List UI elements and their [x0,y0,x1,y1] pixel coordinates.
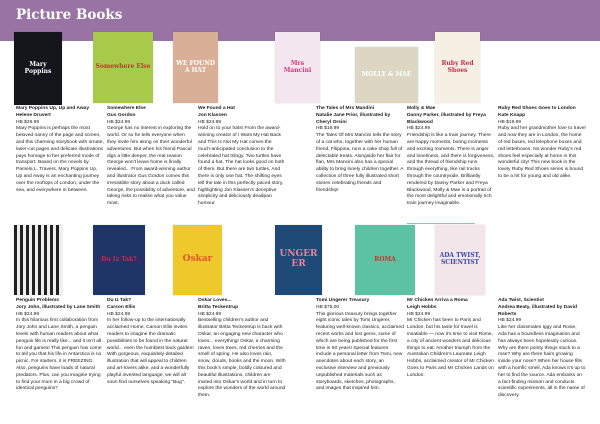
book-entry [407,298,495,380]
book-entry [498,298,586,400]
page-title: Picture Books [16,7,123,23]
book-author: Kate Knapp [498,112,526,118]
book-entry [498,106,586,181]
book-entry [316,298,404,393]
book-price: HB $24.99 [16,311,40,317]
book-price: HB $24.99 [198,119,222,125]
cover-title: Du Iz Tak? [101,255,137,263]
book-description: This glorious treasury brings together eight iconic tales by Tomi Ungerer, featuring well-known classics, acclaimed recent works and lost gems, some of which are being published for the first time in 50 years! Special features include a personal letter from Tomi, new anecdotes about each story, an exclusive interview and previously unpublished materials such as storyboards, sketches, photographs, and images that inspired him. [316,311,404,392]
book-price: HB $19.99 [498,119,522,125]
book-description: Friendship is like a train journey. There are happy moments, boring moments and exciting moments. There is anger and loneliness, and there is forgiveness, and the thread of friendship runs through everything, like rail tracks through the countryside. Brilliantly rendered by Danny Parker and Freya Blackwood, Molly & Mae is a portrait of the most delightful and emotionally rich train journey imaginable. [407,133,495,207]
book-description: The Tales Of Mrs Mancini tells the story of a cat who, together with her human friend, Filippina, runs a cake shop full of delectable treats. Alongside her flair for flan, Mrs Mancini also has a special ability to bring lonely children together. A collection of three fully illustrated short stories celebrating friends and friendship! [316,133,404,193]
book-description: Bestselling children's author and illustrator Britta Teckentrup is back with Oskar, an engaging new character who loves... everything! Oskar, a charming raven, loves trees, red cherries and the smell of spring. He also loves rain, snow, clouds, books and the moon. With this book's simple, boldly coloured and beautiful illustrations, children are invited into Oskar's world and in turn to explore the wonders of the world around them. [198,318,286,399]
book-entry [316,106,404,194]
book-title[interactable]: Penguin Problems [16,298,59,303]
book-cover[interactable] [275,225,322,295]
book-price: HB $26.99 [16,119,40,125]
book-cover[interactable] [355,47,418,103]
book-price: HB $75.00 [316,304,340,310]
book-entry [198,298,286,400]
cover-title: ROMA [374,255,396,263]
cover-title: Mary Poppins [24,60,52,75]
cover-title: Mrs Mancini [283,59,312,74]
cover-title: Somewhere Else [95,63,151,71]
book-price: HB $24.99 [407,126,431,132]
book-price: HB $24.99 [107,311,131,317]
book-title[interactable]: The Tales of Mrs Mandini [316,106,375,111]
book-description: Hold on to your hats! From the award-winning creator of I Want My Hat Back and This Is Not My Hat comes the much-anticipated conclusion to the celebrated hat trilogy. Two turtles have found a hat. The hat looks good on both of them. But there are two turtles. And there is only one hat. The shifting eyes tell the tale in this perfectly paced story, highlighting Jon Klassen's deceptive simplicity and deliciously deadpan humour. [198,126,285,207]
book-author: Natalie Jane Prior, illustrated by Cheryl Orsini [316,112,391,125]
book-entry [16,106,104,194]
book-cover[interactable] [14,225,62,295]
book-cover[interactable] [275,32,320,103]
book-title[interactable]: We Found a Hat [198,106,235,111]
book-description: In this hilarious first collaboration from Jory John and Lane Smith, a penguin levels with human readers about what penguin life is really like... and it isn't all fun and games! This penguin has come to tell you that his life in Antarctica is no picnic. For starters, it is FREEZING. Also, penguins have loads of natural predators. Plus, can you imagine trying to find your mum in a big crowd of identical penguins? [16,318,102,392]
cover-title [36,258,40,262]
book-price: HB $24.99 [407,311,431,317]
book-price: HB $24.99 [107,119,131,125]
book-cover[interactable] [173,225,222,295]
book-description: Mr Chicken has been to Paris and London, but his taste for travel is insatiable — now it's time to visit Rome, a city of ancient wonders and delicious things to eat. Another triumph from the Australian Children's Laureate Leigh Hobbs, acclaimed creator of Mr Chicken Goes to Paris and Mr Chicken Lands on London. [407,318,494,378]
book-price: HB $19.99 [316,126,340,132]
book-cover[interactable] [435,225,485,295]
cover-title: MOLLY & MAE [361,70,412,78]
book-title[interactable]: Mary Poppins Up, Up and Away [16,106,90,111]
book-author: Andrea Beaty, illustrated by David Roberts [498,304,577,317]
book-title[interactable]: Mr Chicken Arriva a Roma [407,298,468,303]
cover-title: WE FOUND A HAT [176,59,215,74]
book-author: Jon Klassen [198,112,227,118]
book-entry [407,106,495,208]
book-cover[interactable] [435,32,480,103]
book-title[interactable]: Somewhere Else [107,106,146,111]
book-title[interactable]: Oskar Loves... [198,298,232,303]
book-entry [198,106,286,208]
book-author: Danny Parker, illustrated by Freya Blackwood [407,112,486,125]
book-cover[interactable] [93,225,145,295]
book-cover[interactable] [355,225,415,295]
cover-title: ADA TWIST, SCIENTIST [439,252,481,266]
book-cover[interactable] [14,32,62,105]
book-cover[interactable] [173,32,218,103]
book-author: Jory John, illustrated by Lane Smith [16,304,101,310]
book-title[interactable]: Du Iz Tak? [107,298,132,303]
book-price: HB $24.99 [498,318,522,324]
book-description: In her follow-up to the internationally acclaimed Home, Carson Ellis invites readers to imagine the dramatic possibilities to be found in the natural world... even the humblest back garden! With gorgeous, exquisitely-detailed illustration that will appeal to children and art-lovers alike, and a wonderfully playful invented language, we will all soon find ourselves speaking "Bug". [107,318,194,385]
book-author: Carson Ellis [107,304,136,310]
book-price: HB $24.99 [198,311,222,317]
book-entry [107,106,195,208]
book-entry [107,298,195,386]
cover-title: Oskar [182,254,213,265]
book-title[interactable]: Ada Twist, Scientist [498,298,544,303]
divider [407,223,475,224]
book-author: Helene Druvert [16,112,51,118]
cover-title: UNGERER [279,249,318,269]
book-description: Like her classmates Iggy and Rosie, Ada has a boundless imagination and has always been hopelessly curious. Why are there pointy things stuck to a rose? Why are there hairs growing inside your nose? When her house fills with a horrific smell, Ada knows it's up to her to find the source. Ada embarks on a fact-finding mission and conducts scientific experiments, all in the name of discovery. [498,325,586,399]
book-description: Mary Poppins is perhaps the most beloved nanny of the page and screen, and this charming storybook with ornate, laser-cut pages and delicate illustrations pays homage to her preferred mode of transport. Based on the novels by Pamela L. Travers, Mary Poppins Up, Up and Away is an enchanting journey over the rooftops of London, under the sea, and everywhere in between. [16,126,104,193]
cover-title: Ruby Red Shoes [441,59,474,74]
book-title[interactable]: Tomi Ungerer Treasury [316,298,370,303]
book-description: George has no interest in exploring the world. Or so he tells everyone when they invite him along on their wonderful adventures. But when his friend Pascal digs a little deeper, the real reason George won't leave home is finally revealed... From award-winning author and illustrator Gus Gordon comes this irresistible story about a duck called George, the possibility of adventure, and taking risks to realise what you value most. [107,126,195,207]
book-entry [16,298,104,393]
book-author: Gus Gordon [107,112,136,118]
book-title[interactable]: Ruby Red Shoes Goes to London [498,106,576,111]
book-description: Ruby and her grandmother love to travel and now they are in London, the home of red buses, red telephone boxes and red letterboxes. No wonder Ruby's red shoes feel especially at home in this wonderful city! This new book in the lovely Ruby Red Shoes series is bound to be a hit for young and old alike. [498,126,586,179]
book-author: Leigh Hobbs [407,304,437,310]
book-author: Britta Teckentrup [198,304,239,310]
book-title[interactable]: Molly & Mae [407,106,436,111]
book-cover[interactable] [93,32,153,103]
